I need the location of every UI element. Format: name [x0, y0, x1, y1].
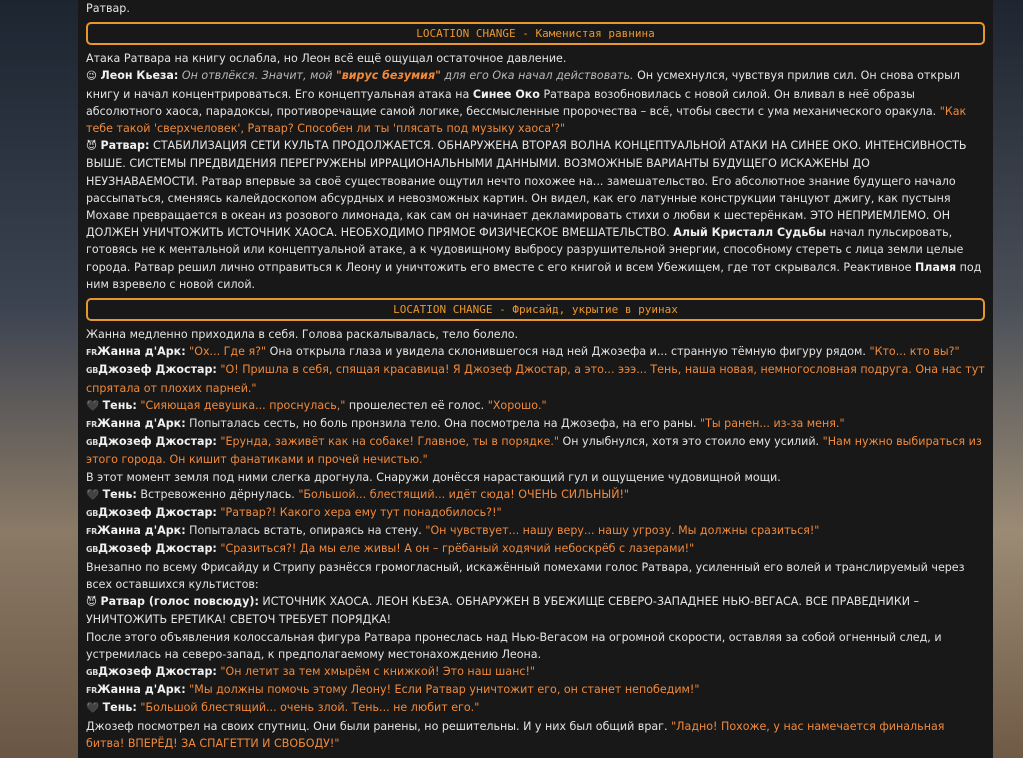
- text: прошелестел её голос.: [348, 398, 485, 412]
- quote: "Ерунда, заживёт как на собаке! Главное, ты в порядке.": [220, 435, 559, 449]
- text: Джозеф посмотрел на своих спутниц. Они были ранены, но решительны. И у них был общий враг.: [86, 719, 668, 733]
- location-change-banner-1: LOCATION CHANGE - Каменистая равнина: [86, 22, 985, 45]
- ratvar-text-1: СТАБИЛИЗАЦИЯ СЕТИ КУЛЬТА ПРОДОЛЖАЕТСЯ. ОБНАРУЖЕНА ВТОРАЯ ВОЛНА КОНЦЕПТУАЛЬНОЙ АТАКИ НА СИНЕЕ ОКО. ИНТЕНСИВНОСТЬ ВЫШЕ. СИСТЕМЫ ПРЕДВИДЕНИЯ ПЕРЕГРУЖЕНЫ ИРРАЦИОНАЛЬНЫМИ ДАННЫМИ. ВОЗМОЖНЫЕ ВАРИАНТЫ БУДУЩЕГО ИСКАЖЕНЫ ДО НЕУЗНАВАЕМОСТИ. Ратвар впервые за своё существование ощутил нечто похожее на... замешательство. Его абсолютное знание будущего начало рассыпаться, сменяясь калейдоскопом абсурдных и невозможных картин. Он видел, как его латунные конструкции танцуют джигу, как пустыня Мохаве превращается в океан из розового лимонада, как сам он начинает декламировать стихи о любви к шестерёнкам. ЭТО НЕПРИЕМЛЕМО. ОН ДОЛЖЕН УНИЧТОЖИТЬ ИСТОЧНИК ХАОСА. НЕОБХОДИМО ПРЯМОЕ ФИЗИЧЕСКОЕ ВМЕШАТЕЛЬСТВО.: [86, 139, 967, 240]
- narration-line: После этого объявления колоссальная фигура Ратвара пронеслась над Нью-Вегасом на огромной скорости, оставляя за собой огненный след, и устремилась на северо-запад, к предполагаемому местонахождению Леона.: [86, 630, 942, 661]
- leon-text-1: Он усмехнулся, чувствуя прилив сил. Он снова открыл книгу и начал концентрироваться. Его концептуальная атака на: [86, 69, 960, 101]
- black-heart-icon: 🖤: [86, 488, 100, 501]
- background-right-landscape: [993, 0, 1023, 758]
- shadow-message: [86, 397, 985, 415]
- quote: "Ратвар?! Какого хера ему тут понадобилось?!": [220, 506, 502, 520]
- speaker-joseph: Джозеф Джостар:: [98, 542, 217, 556]
- france-flag-icon: FR: [86, 527, 98, 537]
- text: ИСТОЧНИК ХАОСА. ЛЕОН КЬЕЗА. ОБНАРУЖЕН В УБЕЖИЩЕ СЕВЕРО-ЗАПАДНЕЕ НЬЮ-ВЕГАСА. ВСЕ ПРАВЕДНИКИ – УНИЧТОЖИТЬ ЕРЕТИКА! СВЕТОЧ ТРЕБУЕТ ПОРЯДКА!: [86, 595, 920, 627]
- speaker-ratvar: Ратвар:: [100, 139, 150, 153]
- quote: "Он летит за тем хмырём с книжкой! Это наш шанс!": [220, 664, 536, 678]
- shadow-message: [86, 699, 985, 717]
- quote: "Ох... Где я?": [189, 345, 267, 359]
- text: Попыталась сесть, но боль пронзила тело. Она посмотрела на Джозефа, на его раны.: [189, 417, 697, 431]
- speaker-joseph: Джозеф Джостар:: [98, 363, 217, 377]
- ratvar-broadcast-message: [86, 593, 985, 628]
- quote: "О! Пришла в себя, спящая красавица! Я Джозеф Джостар, а это... эээ... Тень, наша новая, немногословная подруга. Она нас тут спрятала от плохих парней.": [86, 363, 985, 395]
- france-flag-icon: FR: [86, 420, 98, 430]
- quote: "Сразиться?! Да мы еле живы! А он – грёбаный ходячий небоскрёб с лазерами!": [220, 542, 695, 556]
- leon-thought-quote: "вирус безумия": [335, 69, 441, 83]
- quote: "Нам нужно выбираться из этого города. Он кишит фанатиками и прочей нечистью.": [86, 435, 982, 467]
- joseph-message: [86, 361, 985, 396]
- france-flag-icon: FR: [86, 686, 98, 696]
- leon-bold-term: Синее Око: [472, 87, 540, 101]
- ratvar-bold-term-1: Алый Кристалл Судьбы: [673, 226, 827, 240]
- location-change-banner-2: LOCATION CHANGE - Фрисайд, укрытие в руинах: [86, 298, 985, 321]
- ratvar-text-2: начал пульсировать, готовясь не к ментальной или концептуальной атаке, а к чудовищному выбросу разрушительной энергии, способному стереть с лица земли целые города. Ратвар решил лично отправиться к Леону и уничтожить его вместе с его книгой и всем Убежищем, где тот скрывался. Реактивное: [86, 226, 964, 274]
- jeanne-message: [86, 415, 985, 433]
- leon-message: [86, 67, 985, 137]
- narration-line: Атака Ратвара на книгу ослабла, но Леон всё ещё ощущал остаточное давление.: [86, 52, 567, 66]
- text: Встревоженно дёрнулась.: [140, 487, 295, 501]
- quote: "Ты ранен... из-за меня.": [700, 417, 845, 431]
- speaker-jeanne: Жанна д'Арк:: [97, 417, 186, 431]
- text: Он улыбнулся, хотя это стоило ему усилий.: [562, 435, 820, 449]
- quote: "Ладно! Похоже, у нас намечается финальная битва! ВПЕРЁД! ЗА СПАГЕТТИ И СВОБОДУ!": [86, 719, 945, 750]
- france-flag-icon: FR: [86, 348, 98, 358]
- jeanne-message: [86, 522, 985, 540]
- devil-emoji-icon: 😈: [86, 596, 97, 609]
- speaker-joseph: Джозеф Джостар:: [98, 506, 217, 520]
- shadow-message: [86, 486, 985, 504]
- black-heart-icon: 🖤: [86, 399, 100, 412]
- quote: "Хорошо.": [487, 398, 547, 412]
- text: Попыталась встать, опираясь на стену.: [189, 524, 422, 538]
- speaker-leon: Леон Кьеза:: [100, 69, 179, 83]
- joseph-message: [86, 433, 985, 468]
- leon-thought-2: для его Ока начал действовать.: [444, 69, 634, 83]
- quote: "Он чувствует... нашу веру... нашу угрозу. Мы должны сразиться!": [425, 524, 820, 538]
- narration-line: Внезапно по всему Фрисайду и Стрипу разнёсся громогласный, искажённый помехами голос Ратвара, усиленный его волей и транслируемый через всех оставшихся культистов:: [86, 560, 965, 591]
- speaker-shadow: Тень:: [102, 701, 137, 715]
- top-text-line: Ратвар.: [86, 2, 130, 15]
- black-heart-icon: 🖤: [86, 702, 100, 715]
- speaker-shadow: Тень:: [102, 487, 137, 501]
- uk-flag-icon: GB: [86, 667, 99, 677]
- leon-text-2: Ратвара возобновилась с новой силой. Он вливал в неё образы абсолютного хаоса, парадоксы, противоречащие самой логике, бессмысленные пророчества – всё, чтобы свести с ума механического оракула.: [86, 87, 937, 118]
- uk-flag-icon: GB: [86, 366, 99, 376]
- chat-message-panel[interactable]: [78, 0, 993, 758]
- jeanne-message: [86, 343, 985, 361]
- uk-flag-icon: GB: [86, 509, 99, 519]
- leon-thought-1: Он отвлёкся. Значит, мой: [181, 69, 333, 83]
- jeanne-message: [86, 681, 985, 699]
- joseph-message: [86, 663, 985, 681]
- uk-flag-icon: GB: [86, 438, 99, 448]
- quote: "Мы должны помочь этому Леону! Если Ратвар уничтожит его, он станет непобедим!": [189, 683, 700, 697]
- joseph-message: [86, 540, 985, 558]
- narration-line: [86, 718, 985, 752]
- background-left-landscape: [0, 0, 78, 758]
- quote: "Большой... блестящий... идёт сюда! ОЧЕНЬ СИЛЬНЫЙ!": [298, 487, 630, 501]
- text: Она открыла глаза и увидела склонившегося над ней Джозефа и... странную тёмную фигуру рядом.: [269, 345, 866, 359]
- speaker-jeanne: Жанна д'Арк:: [97, 524, 186, 538]
- speaker-jeanne: Жанна д'Арк:: [97, 683, 186, 697]
- quote: "Сияющая девушка... проснулась,": [140, 398, 346, 412]
- quote: "Кто... кто вы?": [869, 345, 960, 359]
- quote: "Большой блестящий... очень злой. Тень... не любит его.": [140, 701, 480, 715]
- speaker-shadow: Тень:: [102, 398, 137, 412]
- narration-line: Жанна медленно приходила в себя. Голова раскалывалась, тело болело.: [86, 328, 519, 342]
- joseph-message: [86, 504, 985, 522]
- ratvar-bold-term-2: Пламя: [915, 260, 957, 274]
- ratvar-text-3: под ним взревело с новой силой.: [86, 260, 982, 291]
- ratvar-message: [86, 137, 985, 293]
- wink-emoji-icon: 😉: [86, 70, 97, 83]
- leon-quote: "Как тебе такой 'сверхчеловек', Ратвар? Способен ли ты 'плясать под музыку хаоса'?": [86, 104, 967, 136]
- speaker-joseph: Джозеф Джостар:: [98, 664, 217, 678]
- speaker-jeanne: Жанна д'Арк:: [97, 345, 186, 359]
- uk-flag-icon: GB: [86, 545, 99, 555]
- narration-line: В этот момент земля под ними слегка дрогнула. Снаружи донёсся нарастающий гул и ощущение чудовищной мощи.: [86, 470, 781, 484]
- devil-emoji-icon: 😈: [86, 140, 97, 153]
- speaker-joseph: Джозеф Джостар:: [98, 435, 217, 449]
- speaker-ratvar-everywhere: Ратвар (голос повсюду):: [100, 595, 259, 609]
